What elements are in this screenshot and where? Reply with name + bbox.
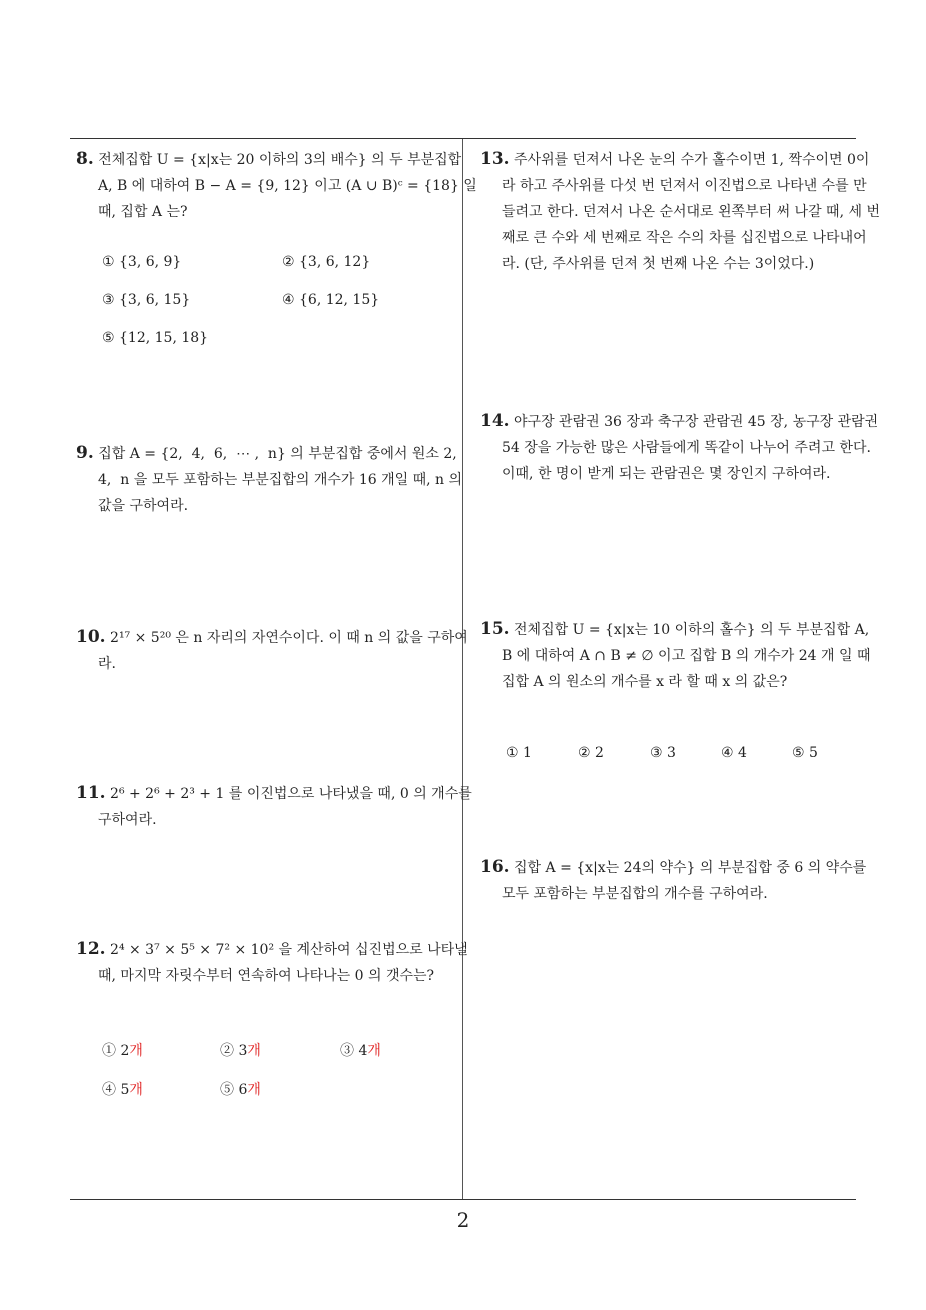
question-10 [76, 624, 478, 677]
question-number: 12. [76, 939, 106, 959]
choice-3[interactable]: ③ 3 [650, 745, 676, 761]
choice-value: ④ 5 [102, 1082, 130, 1098]
choice-value: ③ 4 [340, 1043, 368, 1059]
question-text: 집합 A = {2, 4, 6, ⋯ , n} 의 부분집합 중에서 원소 2, 4, n 을 모두 포함하는 부분집합의 개수가 16 개일 때, n 의 값을 구하여라. [98, 446, 467, 514]
question-number: 9. [76, 443, 94, 463]
bottom-rule [70, 1199, 856, 1200]
top-rule [70, 138, 856, 139]
choice-5[interactable] [220, 1079, 261, 1099]
choice-1[interactable] [102, 1040, 143, 1060]
choice-1[interactable]: ① 1 [506, 745, 532, 761]
question-13 [480, 146, 880, 277]
question-15 [480, 616, 880, 695]
question-12 [76, 936, 478, 989]
question-text: 전체집합 U = {x|x는 20 이하의 3의 배수} 의 두 부분집합 A, B 에 대하여 B − A = {9, 12} 이고 (A ∪ B)ᶜ = {18} 일 때, 집합 A 는? [98, 152, 482, 220]
question-text: 2⁶ + 2⁶ + 2³ + 1 를 이진법으로 나타냈을 때, 0 의 개수를 구하여라. [98, 786, 477, 828]
choice-value: ② 3 [220, 1043, 248, 1059]
question-number: 10. [76, 627, 106, 647]
choice-4[interactable] [102, 1079, 143, 1099]
choice-2[interactable]: ② {3, 6, 12} [282, 254, 371, 270]
question-text: 집합 A = {x|x는 24의 약수} 의 부분집합 중 6 의 약수를 모두 포함하는 부분집합의 개수를 구하여라. [502, 860, 871, 902]
choice-2[interactable] [220, 1040, 261, 1060]
question-8 [76, 146, 482, 225]
question-text: 2¹⁷ × 5²⁰ 은 n 자리의 자연수이다. 이 때 n 의 값을 구하여라. [98, 630, 468, 672]
choice-3[interactable]: ③ {3, 6, 15} [102, 292, 191, 308]
question-number: 11. [76, 783, 106, 803]
choice-unit: 개 [129, 1043, 143, 1059]
choice-5[interactable]: ⑤ {12, 15, 18} [102, 330, 209, 346]
question-11 [76, 780, 478, 833]
question-number: 8. [76, 149, 94, 169]
choice-unit: 개 [367, 1043, 381, 1059]
question-text: 야구장 관람권 36 장과 축구장 관람권 45 장, 농구장 관람권 54 장을 가능한 많은 사람들에게 똑같이 나누어 주려고 한다. 이때, 한 명이 받게 되는 관람권은 몇 장인지 구하여라. [502, 414, 883, 482]
question-number: 13. [480, 149, 510, 169]
choice-2[interactable]: ② 2 [578, 745, 604, 761]
choice-5[interactable]: ⑤ 5 [792, 745, 818, 761]
question-text: 주사위를 던져서 나온 눈의 수가 홀수이면 1, 짝수이면 0이라 하고 주사위를 다섯 번 던져서 이진법으로 나타낸 수를 만들려고 한다. 던져서 나온 순서대로 왼쪽부터 써 나갈 때, 세 번째로 큰 수와 세 번째로 작은 수의 차를 십진법으로 나타내어라. (단, 주사위를 던져 첫 번째 나온 수는 3이었다.) [502, 152, 880, 272]
choice-value: ⑤ 6 [220, 1082, 248, 1098]
choice-1[interactable]: ① {3, 6, 9} [102, 254, 182, 270]
choice-unit: 개 [247, 1043, 261, 1059]
question-number: 16. [480, 857, 510, 877]
choice-unit: 개 [129, 1082, 143, 1098]
question-text: 전체집합 U = {x|x는 10 이하의 홀수} 의 두 부분집합 A, B 에 대하여 A ∩ B ≠ ∅ 이고 집합 B 의 개수가 24 개 일 때 집합 A 의 원소의 개수를 x 라 할 때 x 의 값은? [502, 622, 875, 690]
page-number: 2 [456, 1208, 470, 1232]
choice-3[interactable] [340, 1040, 381, 1060]
choice-value: ① 2 [102, 1043, 130, 1059]
choice-4[interactable]: ④ {6, 12, 15} [282, 292, 380, 308]
question-9 [76, 440, 478, 519]
question-text: 2⁴ × 3⁷ × 5⁵ × 7² × 10² 을 계산하여 십진법으로 나타낼 때, 마지막 자릿수부터 연속하여 나타나는 0 의 갯수는? [98, 942, 473, 984]
choice-4[interactable]: ④ 4 [721, 745, 747, 761]
question-16 [480, 854, 880, 907]
question-14 [480, 408, 883, 487]
question-number: 15. [480, 619, 510, 639]
choice-unit: 개 [247, 1082, 261, 1098]
question-number: 14. [480, 411, 510, 431]
